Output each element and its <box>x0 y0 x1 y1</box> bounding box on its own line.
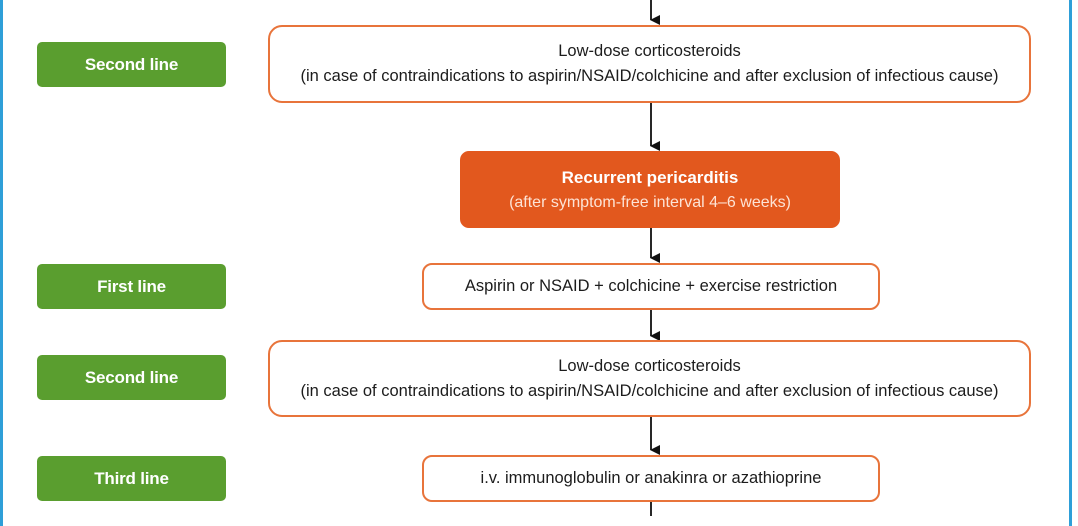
recurrent-pericarditis-subtitle: (after symptom-free interval 4–6 weeks) <box>509 193 791 211</box>
third-line-text: i.v. immunoglobulin or anakinra or azathioprine <box>480 469 822 487</box>
first-line-text: Aspirin or NSAID + colchicine + exercise restriction <box>464 277 838 295</box>
first-line-label: First line <box>37 264 226 309</box>
second-line-note-2: (in case of contraindications to aspirin/NSAID/colchicine and after exclusion of infectious cause) <box>300 381 999 400</box>
second-line-box-2 <box>268 340 1031 417</box>
second-line-label-1: Second line <box>37 42 226 87</box>
second-line-label-2: Second line <box>37 355 226 400</box>
recurrent-pericarditis-title: Recurrent pericarditis <box>561 167 739 187</box>
first-line-box <box>422 263 880 310</box>
second-line-box-1 <box>268 25 1031 103</box>
second-line-text-1: Low-dose corticosteroids <box>558 42 741 60</box>
third-line-box <box>422 455 880 502</box>
recurrent-pericarditis-box <box>460 151 840 228</box>
third-line-label: Third line <box>37 456 226 501</box>
second-line-note-1: (in case of contraindications to aspirin/NSAID/colchicine and after exclusion of infectious cause) <box>300 67 999 85</box>
second-line-text-2: Low-dose corticosteroids <box>558 356 741 375</box>
